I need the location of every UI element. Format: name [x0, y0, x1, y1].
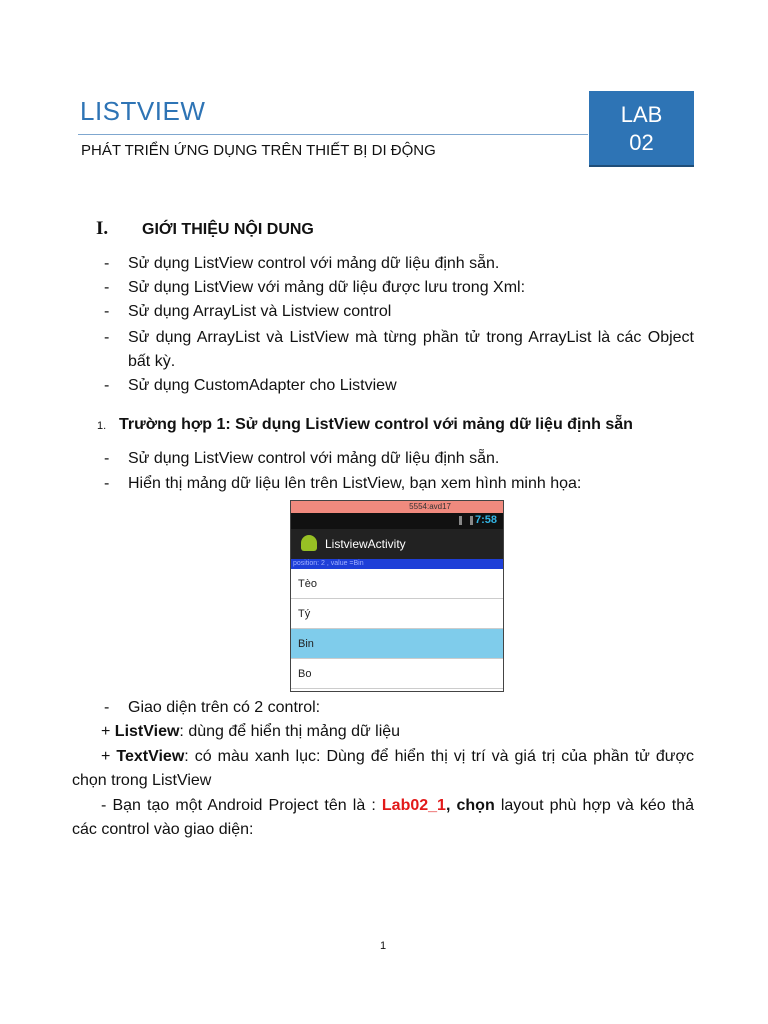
instruction-paragraph [72, 794, 694, 842]
list-item: Sử dụng ArrayList và Listview control [128, 303, 392, 320]
bullet-dash: - [104, 450, 110, 467]
instruction-text-a: - Bạn tạo một Android Project tên là : [101, 797, 382, 814]
phone-status-bar [291, 501, 503, 513]
lab-number: 02 [629, 130, 654, 155]
textview-desc: : có màu xanh lục: Dùng để hiển thị vị trí và giá trị của phần tử được chọn trong ListView [72, 748, 694, 789]
signal-icon [459, 516, 473, 525]
phone-notification-bar [291, 513, 503, 529]
bullet-dash: - [104, 279, 110, 296]
phone-action-bar [291, 529, 503, 559]
listview-term: ListView [114, 723, 180, 740]
bullet-dash: - [104, 475, 110, 492]
listview-line [101, 720, 400, 744]
section-title: GIỚI THIỆU NỘI DUNG [142, 221, 314, 238]
list-item: Sử dụng ListView control với mảng dữ liệu định sẵn. [128, 255, 500, 272]
list-item: Sử dụng ListView control với mảng dữ liệu định sẵn. [128, 450, 500, 467]
case-heading [97, 416, 633, 434]
phone-time: 7:58 [474, 514, 497, 526]
bullet-dash: - [104, 255, 110, 272]
listview-desc: : dùng để hiển thị mảng dữ liệu [179, 723, 401, 740]
phone-emulator-id: 5554:avd17 [409, 502, 451, 511]
plus-sign: + [101, 748, 111, 765]
title-divider [78, 134, 588, 135]
listview-item-selected[interactable]: Bin [291, 629, 503, 659]
listview-item[interactable]: Tý [291, 599, 503, 629]
body-text: Giao diện trên có 2 control: [128, 699, 321, 716]
bullet-dash: - [104, 699, 110, 716]
bullet-dash: - [104, 329, 110, 346]
case-number: 1. [97, 420, 107, 432]
listview-item[interactable]: Tèo [291, 569, 503, 599]
case-title: Trường hợp 1: Sử dụng ListView control với mảng dữ liệu định sẵn [119, 416, 633, 433]
lab-label: LAB [620, 102, 663, 127]
section-roman: I. [96, 218, 109, 239]
phone-app-title: ListviewActivity [325, 537, 406, 551]
android-icon [301, 535, 317, 551]
plus-sign: + [101, 723, 111, 740]
section-heading [96, 218, 314, 240]
listview-item[interactable]: Bo [291, 659, 503, 689]
instruction-text-b: , chọn [445, 797, 495, 814]
page-number: 1 [380, 940, 387, 952]
lab-badge [589, 91, 694, 167]
bullet-dash: - [104, 303, 110, 320]
textview-term: TextView [116, 748, 185, 765]
list-item: Sử dụng CustomAdapter cho Listview [128, 377, 397, 394]
phone-selection-textview: position: 2 , value =Bin [291, 559, 503, 569]
page-title: LISTVIEW [80, 96, 206, 126]
list-item: Sử dụng ListView với mảng dữ liệu được lưu trong Xml: [128, 279, 526, 296]
list-item: Hiển thị mảng dữ liệu lên trên ListView, bạn xem hình minh họa: [128, 475, 582, 492]
page-subtitle: PHÁT TRIỂN ỨNG DỤNG TRÊN THIẾT BỊ DI ĐỘNG [81, 142, 436, 159]
textview-paragraph [72, 745, 694, 793]
list-item: Sử dụng ArrayList và ListView mà từng phần tử trong ArrayList là các Object bất kỳ. [128, 329, 694, 370]
bullet-dash: - [104, 377, 110, 394]
project-name: Lab02_1 [381, 797, 446, 814]
instruction-text-c: layout phù hợp và kéo thả các control vào giao diện: [72, 797, 695, 838]
phone-screenshot [290, 500, 504, 692]
